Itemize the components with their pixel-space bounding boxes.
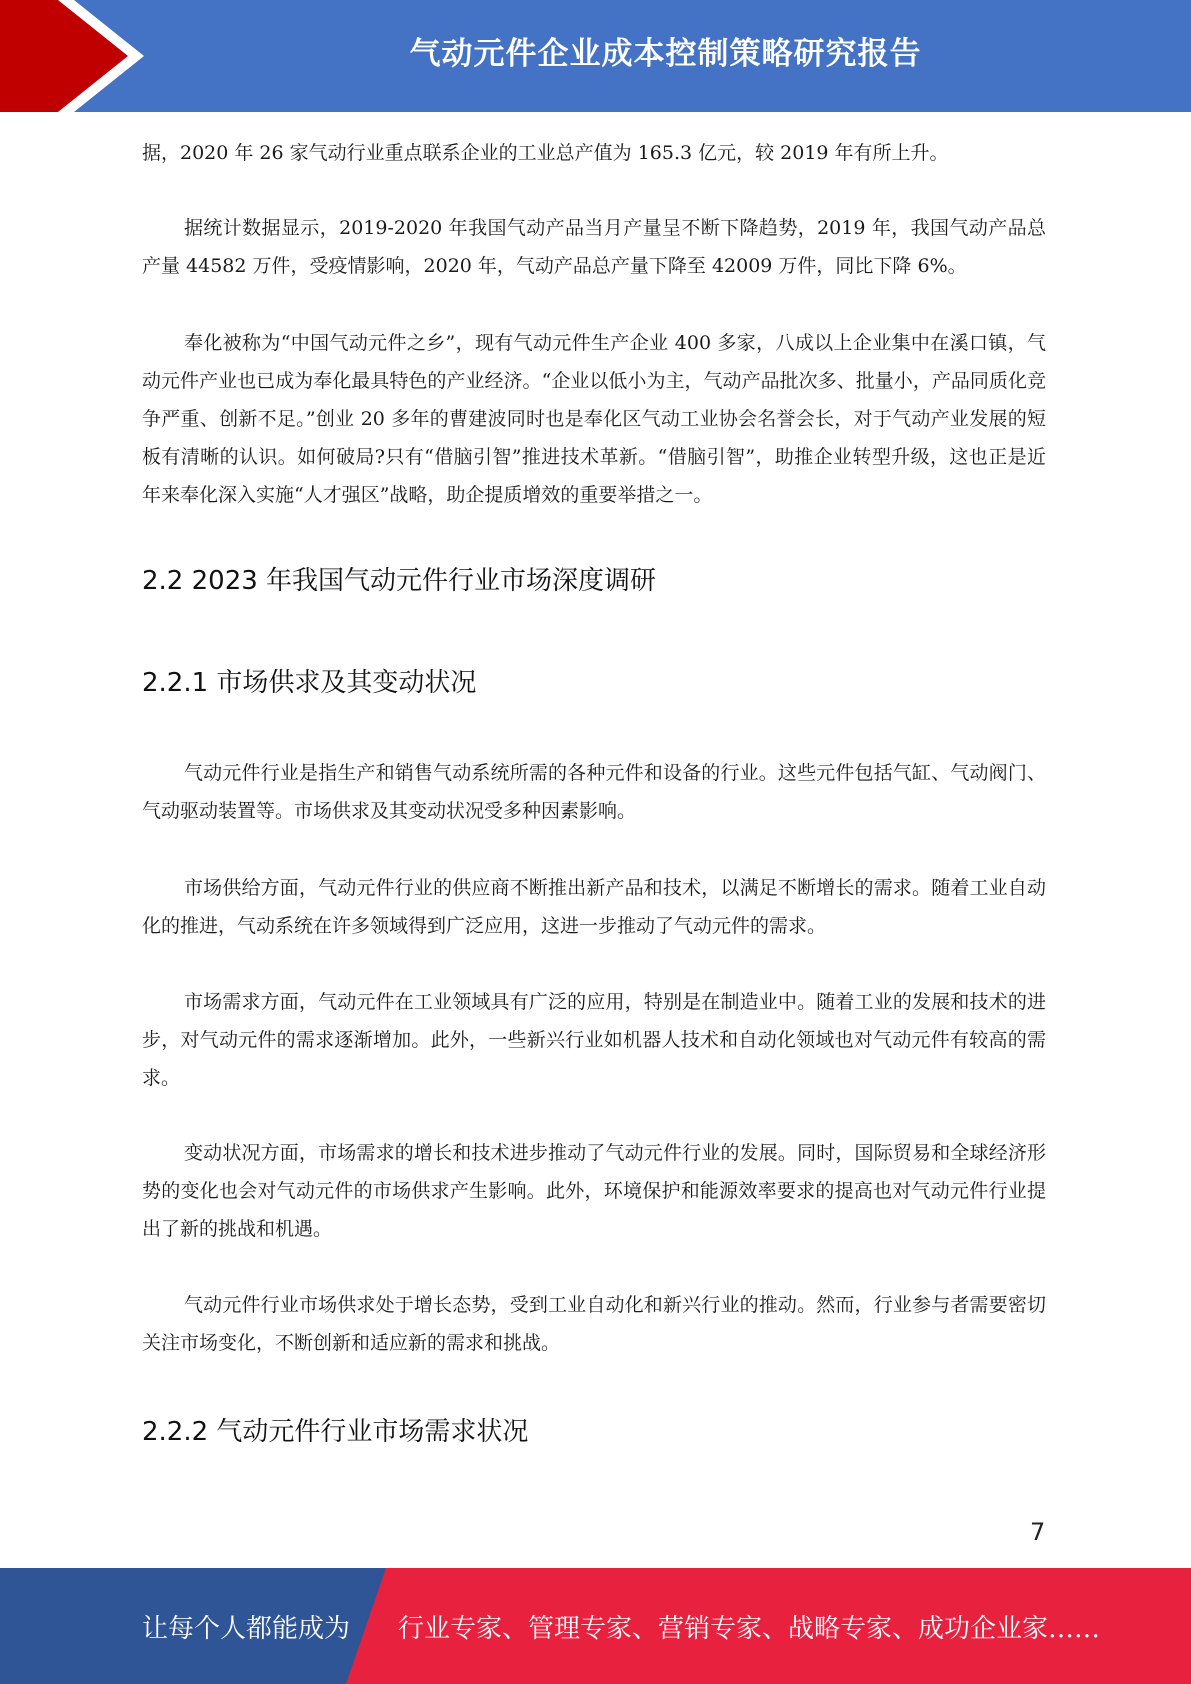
paragraph: 气动元件行业市场供求处于增长态势，受到工业自动化和新兴行业的推动。然而，行业参与者需要密切关注市场变化，不断创新和适应新的需求和挑战。 <box>142 1294 1046 1354</box>
header-arrow-graphic <box>0 0 160 112</box>
page-number: 7 <box>1030 1518 1046 1546</box>
paragraph: 奉化被称为“中国气动元件之乡”，现有气动元件生产企业 400 多家，八成以上企业集中在溪口镇，气动元件产业也已成为奉化最具特色的产业经济。“企业以低小为主，气动产品批次多、批量小，产品同质化竞争严重、创新不足。”创业 20 多年的曹建波同时也是奉化区气动工业协会名誉会长，对于气动产业发展的短板有清晰的认识。如何破局?只有“借脑引智”推进技术革新。“借脑引智”，助推企业转型升级，这也正是近年来奉化深入实施“人才强区”战略，助企提质增效的重要举措之一。 <box>142 332 1046 506</box>
paragraph: 据统计数据显示，2019-2020 年我国气动产品当月产量呈不断下降趋势，2019 年，我国气动产品总产量 44582 万件，受疫情影响，2020 年，气动产品总产量下降至 42009 万件，同比下降 6%。 <box>142 217 1046 277</box>
paragraph: 据，2020 年 26 家气动行业重点联系企业的工业总产值为 165.3 亿元，较 2019 年有所上升。 <box>142 142 949 164</box>
paragraph: 气动元件行业是指生产和销售气动系统所需的各种元件和设备的行业。这些元件包括气缸、气动阀门、气动驱动装置等。市场供求及其变动状况受多种因素影响。 <box>142 762 1046 822</box>
subsection-heading: 2.2.2 气动元件行业市场需求状况 <box>142 1417 529 1447</box>
footer-slogan-right: 行业专家、管理专家、营销专家、战略专家、成功企业家…… <box>398 1613 1101 1644</box>
header-banner <box>0 0 1191 112</box>
subsection-heading: 2.2.1 市场供求及其变动状况 <box>142 668 477 698</box>
footer-banner <box>0 1568 1191 1684</box>
section-heading: 2.2 2023 年我国气动元件行业市场深度调研 <box>142 566 657 596</box>
paragraph: 市场需求方面，气动元件在工业领域具有广泛的应用，特别是在制造业中。随着工业的发展和技术的进步，对气动元件的需求逐渐增加。此外，一些新兴行业如机器人技术和自动化领域也对气动元件有较高的需求。 <box>142 991 1046 1089</box>
paragraph: 变动状况方面，市场需求的增长和技术进步推动了气动元件行业的发展。同时，国际贸易和全球经济形势的变化也会对气动元件的市场供求产生影响。此外，环境保护和能源效率要求的提高也对气动元件行业提出了新的挑战和机遇。 <box>142 1142 1046 1240</box>
paragraph: 市场供给方面，气动元件行业的供应商不断推出新产品和技术，以满足不断增长的需求。随着工业自动化的推进，气动系统在许多领域得到广泛应用，这进一步推动了气动元件的需求。 <box>142 877 1046 937</box>
footer-slogan-left: 让每个人都能成为 <box>142 1613 351 1644</box>
report-title: 气动元件企业成本控制策略研究报告 <box>409 35 922 72</box>
